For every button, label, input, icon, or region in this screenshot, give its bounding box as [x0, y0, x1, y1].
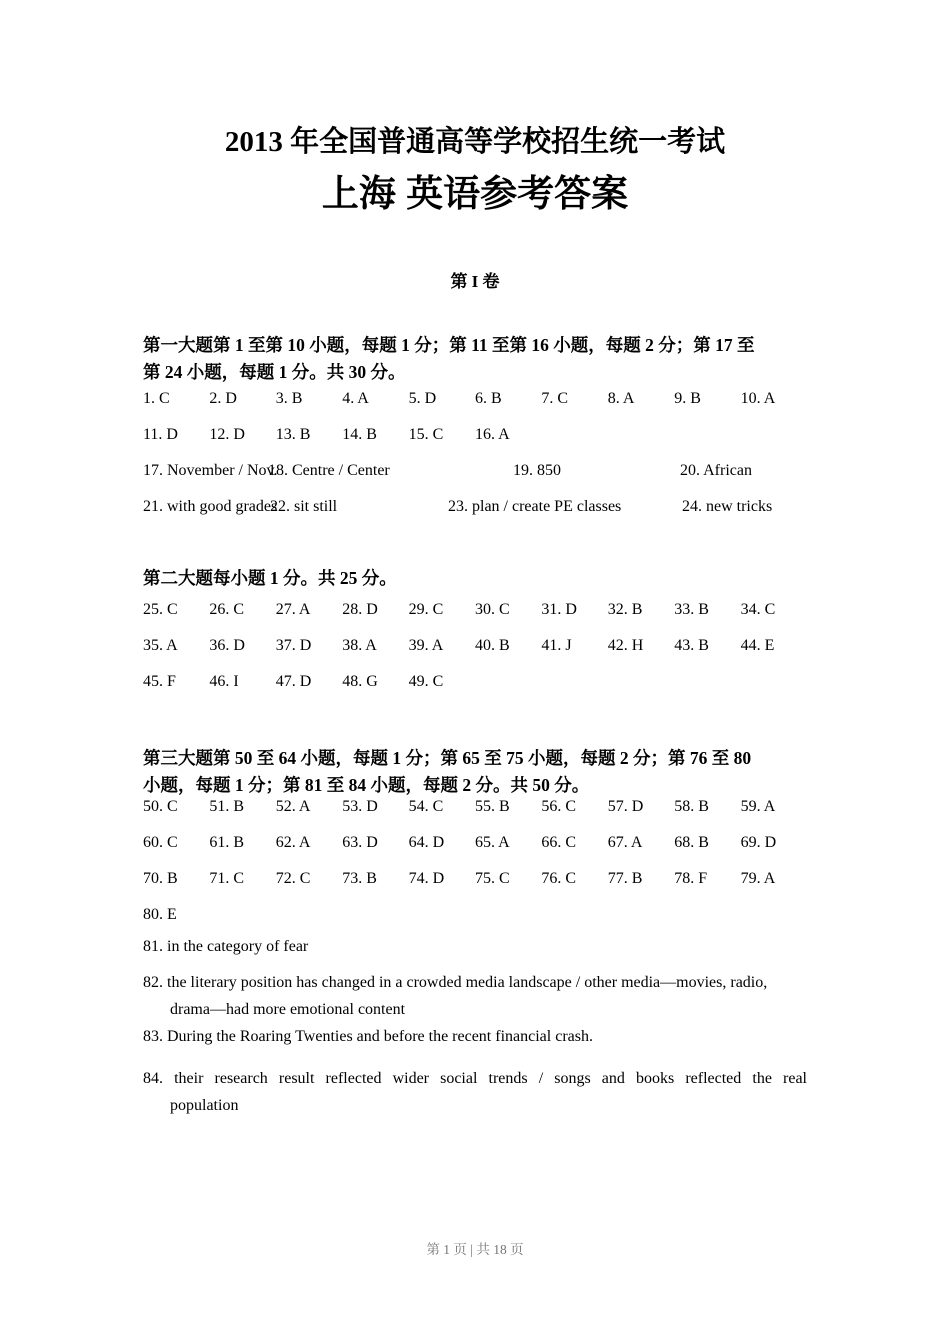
- answer-cell: 30. C: [475, 601, 510, 618]
- heading-line: 第二大题每小题 1 分。共 25 分。: [143, 568, 397, 588]
- answer-cell: 44. E: [740, 637, 775, 654]
- part-label: 第 I 卷: [450, 272, 500, 291]
- answer-cell: 28. D: [342, 601, 378, 618]
- answer-cell: 10. A: [740, 390, 776, 407]
- answer-82-line-2: drama—had more emotional content: [170, 1001, 406, 1018]
- answer-row-17-20: [143, 453, 807, 489]
- answer-cell: 65. A: [475, 834, 510, 851]
- answer-row-50-59: [143, 789, 807, 825]
- answer-cell: 16. A: [475, 426, 510, 443]
- answer-row-1-10: [143, 381, 807, 417]
- answer-cell: 11. D: [143, 426, 178, 443]
- answer-cell: 66. C: [541, 834, 577, 851]
- answer-cell: 46. I: [209, 673, 239, 690]
- doc-subtitle: 上海 英语参考答案: [321, 173, 629, 214]
- answer-cell: 59. A: [740, 798, 776, 815]
- answer-cell: 26. C: [209, 601, 245, 618]
- answer-row-80: [143, 897, 807, 933]
- answer-cell: 12. D: [209, 426, 245, 443]
- answer-84-line-1: 84. their research result reflected wider social trends / songs and books reflected the real: [143, 1070, 807, 1087]
- answer-cell: 71. C: [209, 870, 245, 887]
- answer-cell: 75. C: [475, 870, 510, 887]
- answer-cell: 51. B: [209, 798, 245, 815]
- answer-cell: 20. African: [680, 462, 752, 479]
- answer-cell: 8. A: [607, 390, 635, 407]
- section-2-heading: [143, 565, 807, 592]
- answer-cell: 67. A: [607, 834, 643, 851]
- answer-cell: 54. C: [408, 798, 444, 815]
- answer-cell: 49. C: [408, 673, 444, 690]
- answer-row-11-16: [143, 417, 807, 453]
- heading-line: 第 24 小题，每题 1 分。共 30 分。: [143, 362, 406, 382]
- answer-cell: 15. C: [408, 426, 444, 443]
- answer-cell: 68. B: [674, 834, 709, 851]
- answer-cell: 78. F: [674, 870, 708, 887]
- answer-cell: 9. B: [674, 390, 701, 407]
- answer-82-line-1: 82. the literary position has changed in a crowded media landscape / other media—movies, radio,: [143, 974, 768, 991]
- answer-83: 83. During the Roaring Twenties and before the recent financial crash.: [143, 1028, 593, 1045]
- answer-cell: 22. sit still: [270, 498, 338, 515]
- answer-cell: 37. D: [275, 637, 312, 654]
- answer-cell: 63. D: [342, 834, 378, 851]
- answer-cell: 34. C: [740, 601, 776, 618]
- answer-cell: 14. B: [342, 426, 377, 443]
- answer-cell: 19. 850: [513, 462, 561, 479]
- answer-cell: 55. B: [475, 798, 510, 815]
- answer-cell: 79. A: [740, 870, 776, 887]
- answer-row-35-44: [143, 628, 807, 664]
- page-content: [143, 0, 807, 1119]
- answer-cell: 70. B: [143, 870, 178, 887]
- section-1-heading: [143, 332, 807, 386]
- answer-row-70-79: [143, 861, 807, 897]
- answer-82: [143, 969, 807, 1023]
- answer-cell: 62. A: [275, 834, 311, 851]
- answer-cell: 7. C: [541, 390, 569, 407]
- answer-84: [143, 1065, 807, 1119]
- answer-cell: 76. C: [541, 870, 577, 887]
- page-footer: 第 1 页 | 共 18 页: [426, 1242, 524, 1257]
- answer-cell: 77. B: [607, 870, 643, 887]
- answer-cell: 4. A: [342, 390, 369, 407]
- answer-cell: 36. D: [209, 637, 245, 654]
- answer-cell: 29. C: [408, 601, 444, 618]
- answer-cell: 60. C: [143, 834, 178, 851]
- answer-cell: 39. A: [408, 637, 444, 654]
- answer-cell: 43. B: [674, 637, 709, 654]
- answer-cell: 31. D: [541, 601, 577, 618]
- answer-cell: 38. A: [342, 637, 377, 654]
- answer-row-21-24: [143, 489, 807, 525]
- answer-cell: 58. B: [674, 798, 709, 815]
- answer-cell: 17. November / Nov.: [143, 462, 278, 479]
- answer-cell: 74. D: [408, 870, 445, 887]
- answer-cell: 2. D: [209, 390, 237, 407]
- answer-cell: 1. C: [143, 390, 170, 407]
- answer-cell: 6. B: [475, 390, 502, 407]
- answer-cell: 57. D: [607, 798, 644, 815]
- answer-cell: 69. D: [740, 834, 777, 851]
- answer-cell: 33. B: [674, 601, 709, 618]
- answer-row-45-49: [143, 664, 807, 700]
- doc-title: 2013 年全国普通高等学校招生统一考试: [224, 126, 726, 158]
- heading-line: 第三大题第 50 至 64 小题，每题 1 分；第 65 至 75 小题，每题 2 分；第 76 至 80: [143, 748, 752, 768]
- answer-cell: 23. plan / create PE classes: [448, 498, 622, 515]
- answer-81: 81. in the category of fear: [143, 938, 309, 955]
- heading-line: 小题，每题 1 分；第 81 至 84 小题，每题 2 分。共 50 分。: [143, 775, 590, 795]
- answer-cell: 48. G: [342, 673, 378, 690]
- answer-cell: 50. C: [143, 798, 178, 815]
- answer-cell: 25. C: [143, 601, 178, 618]
- answer-cell: 27. A: [275, 601, 311, 618]
- answer-cell: 24. new tricks: [682, 498, 773, 515]
- answer-cell: 18. Centre / Center: [268, 462, 390, 479]
- answer-cell: 80. E: [143, 906, 177, 923]
- answer-cell: 47. D: [275, 673, 312, 690]
- answer-cell: 53. D: [342, 798, 378, 815]
- answer-cell: 42. H: [607, 637, 644, 654]
- answer-cell: 61. B: [209, 834, 245, 851]
- answer-cell: 41. J: [541, 637, 572, 654]
- answer-cell: 72. C: [275, 870, 311, 887]
- answer-cell: 32. B: [607, 601, 643, 618]
- answer-84-line-2: population: [170, 1097, 239, 1114]
- answer-cell: 73. B: [342, 870, 377, 887]
- answer-cell: 40. B: [475, 637, 510, 654]
- answer-row-60-69: [143, 825, 807, 861]
- answer-cell: 13. B: [275, 426, 311, 443]
- answer-cell: 3. B: [275, 390, 303, 407]
- answer-cell: 52. A: [275, 798, 311, 815]
- answer-cell: 21. with good grades: [143, 498, 278, 515]
- answer-cell: 64. D: [408, 834, 445, 851]
- answer-cell: 35. A: [143, 637, 178, 654]
- answer-row-25-34: [143, 592, 807, 628]
- heading-line: 第一大题第 1 至第 10 小题，每题 1 分；第 11 至第 16 小题，每题 2 分；第 17 至: [143, 335, 755, 355]
- answer-cell: 45. F: [143, 673, 176, 690]
- answer-cell: 5. D: [408, 390, 437, 407]
- answer-cell: 56. C: [541, 798, 577, 815]
